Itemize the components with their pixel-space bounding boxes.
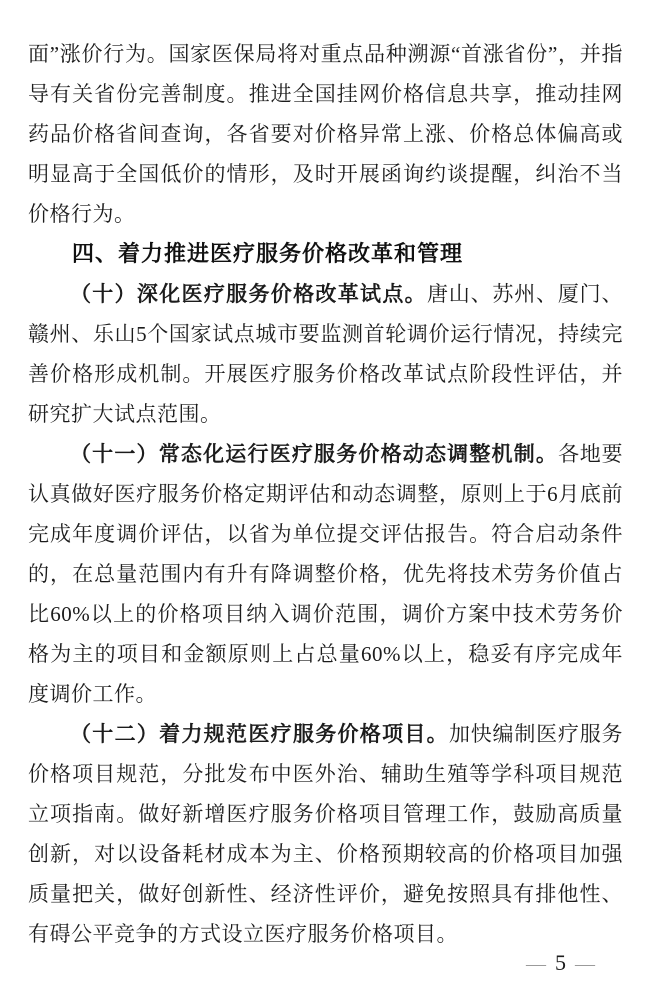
page-number-dash-right: — xyxy=(575,953,595,975)
item-twelve-lead: （十二）着力规范医疗服务价格项目。 xyxy=(70,722,449,746)
item-eleven-body: 各地要认真做好医疗服务价格定期评估和动态调整，原则上于6月底前完成年度调价评估，以省为单位提交评估报告。符合启动条件的，在总量范围内有升有降调整价格，优先将技术劳务价值占比60%以上的价格项目纳入调价范围，调价方案中技术劳务价格为主的项目和金额原则上占总量60%以上，稳妥有序完成年度调价工作。 xyxy=(28,442,623,706)
paragraph-item-eleven xyxy=(28,434,623,714)
paragraph-item-twelve xyxy=(28,714,623,954)
section-heading-four: 四、着力推进医疗服务价格改革和管理 xyxy=(72,241,464,266)
page-number xyxy=(517,950,604,977)
page-number-value: 5 xyxy=(555,950,566,975)
item-ten-lead: （十）深化医疗服务价格改革试点。 xyxy=(70,282,427,306)
item-twelve-body: 加快编制医疗服务价格项目规范，分批发布中医外治、辅助生殖等学科项目规范立项指南。做好新增医疗服务价格项目管理工作，鼓励高质量创新，对以设备耗材成本为主、价格预期较高的价格项目加强质量把关，做好创新性、经济性评价，避免按照具有排他性、有碍公平竞争的方式设立医疗服务价格项目。 xyxy=(28,722,624,946)
item-eleven-lead: （十一）常态化运行医疗服务价格动态调整机制。 xyxy=(70,442,559,466)
paragraph-item-ten xyxy=(28,274,623,434)
paragraph-continued-from-previous-page: 面”涨价行为。国家医保局将对重点品种溯源“首涨省份”，并指导有关省份完善制度。推进全国挂网价格信息共享，推动挂网药品价格省间查询，各省要对价格异常上涨、价格总体偏高或明显高于全国低价的情形，及时开展函询约谈提醒，纠治不当价格行为。 xyxy=(28,42,623,226)
page-number-dash-left: — xyxy=(526,953,546,975)
item-ten-body: 唐山、苏州、厦门、赣州、乐山5个国家试点城市要监测首轮调价运行情况，持续完善价格形成机制。开展医疗服务价格改革试点阶段性评估，并研究扩大试点范围。 xyxy=(28,282,623,426)
